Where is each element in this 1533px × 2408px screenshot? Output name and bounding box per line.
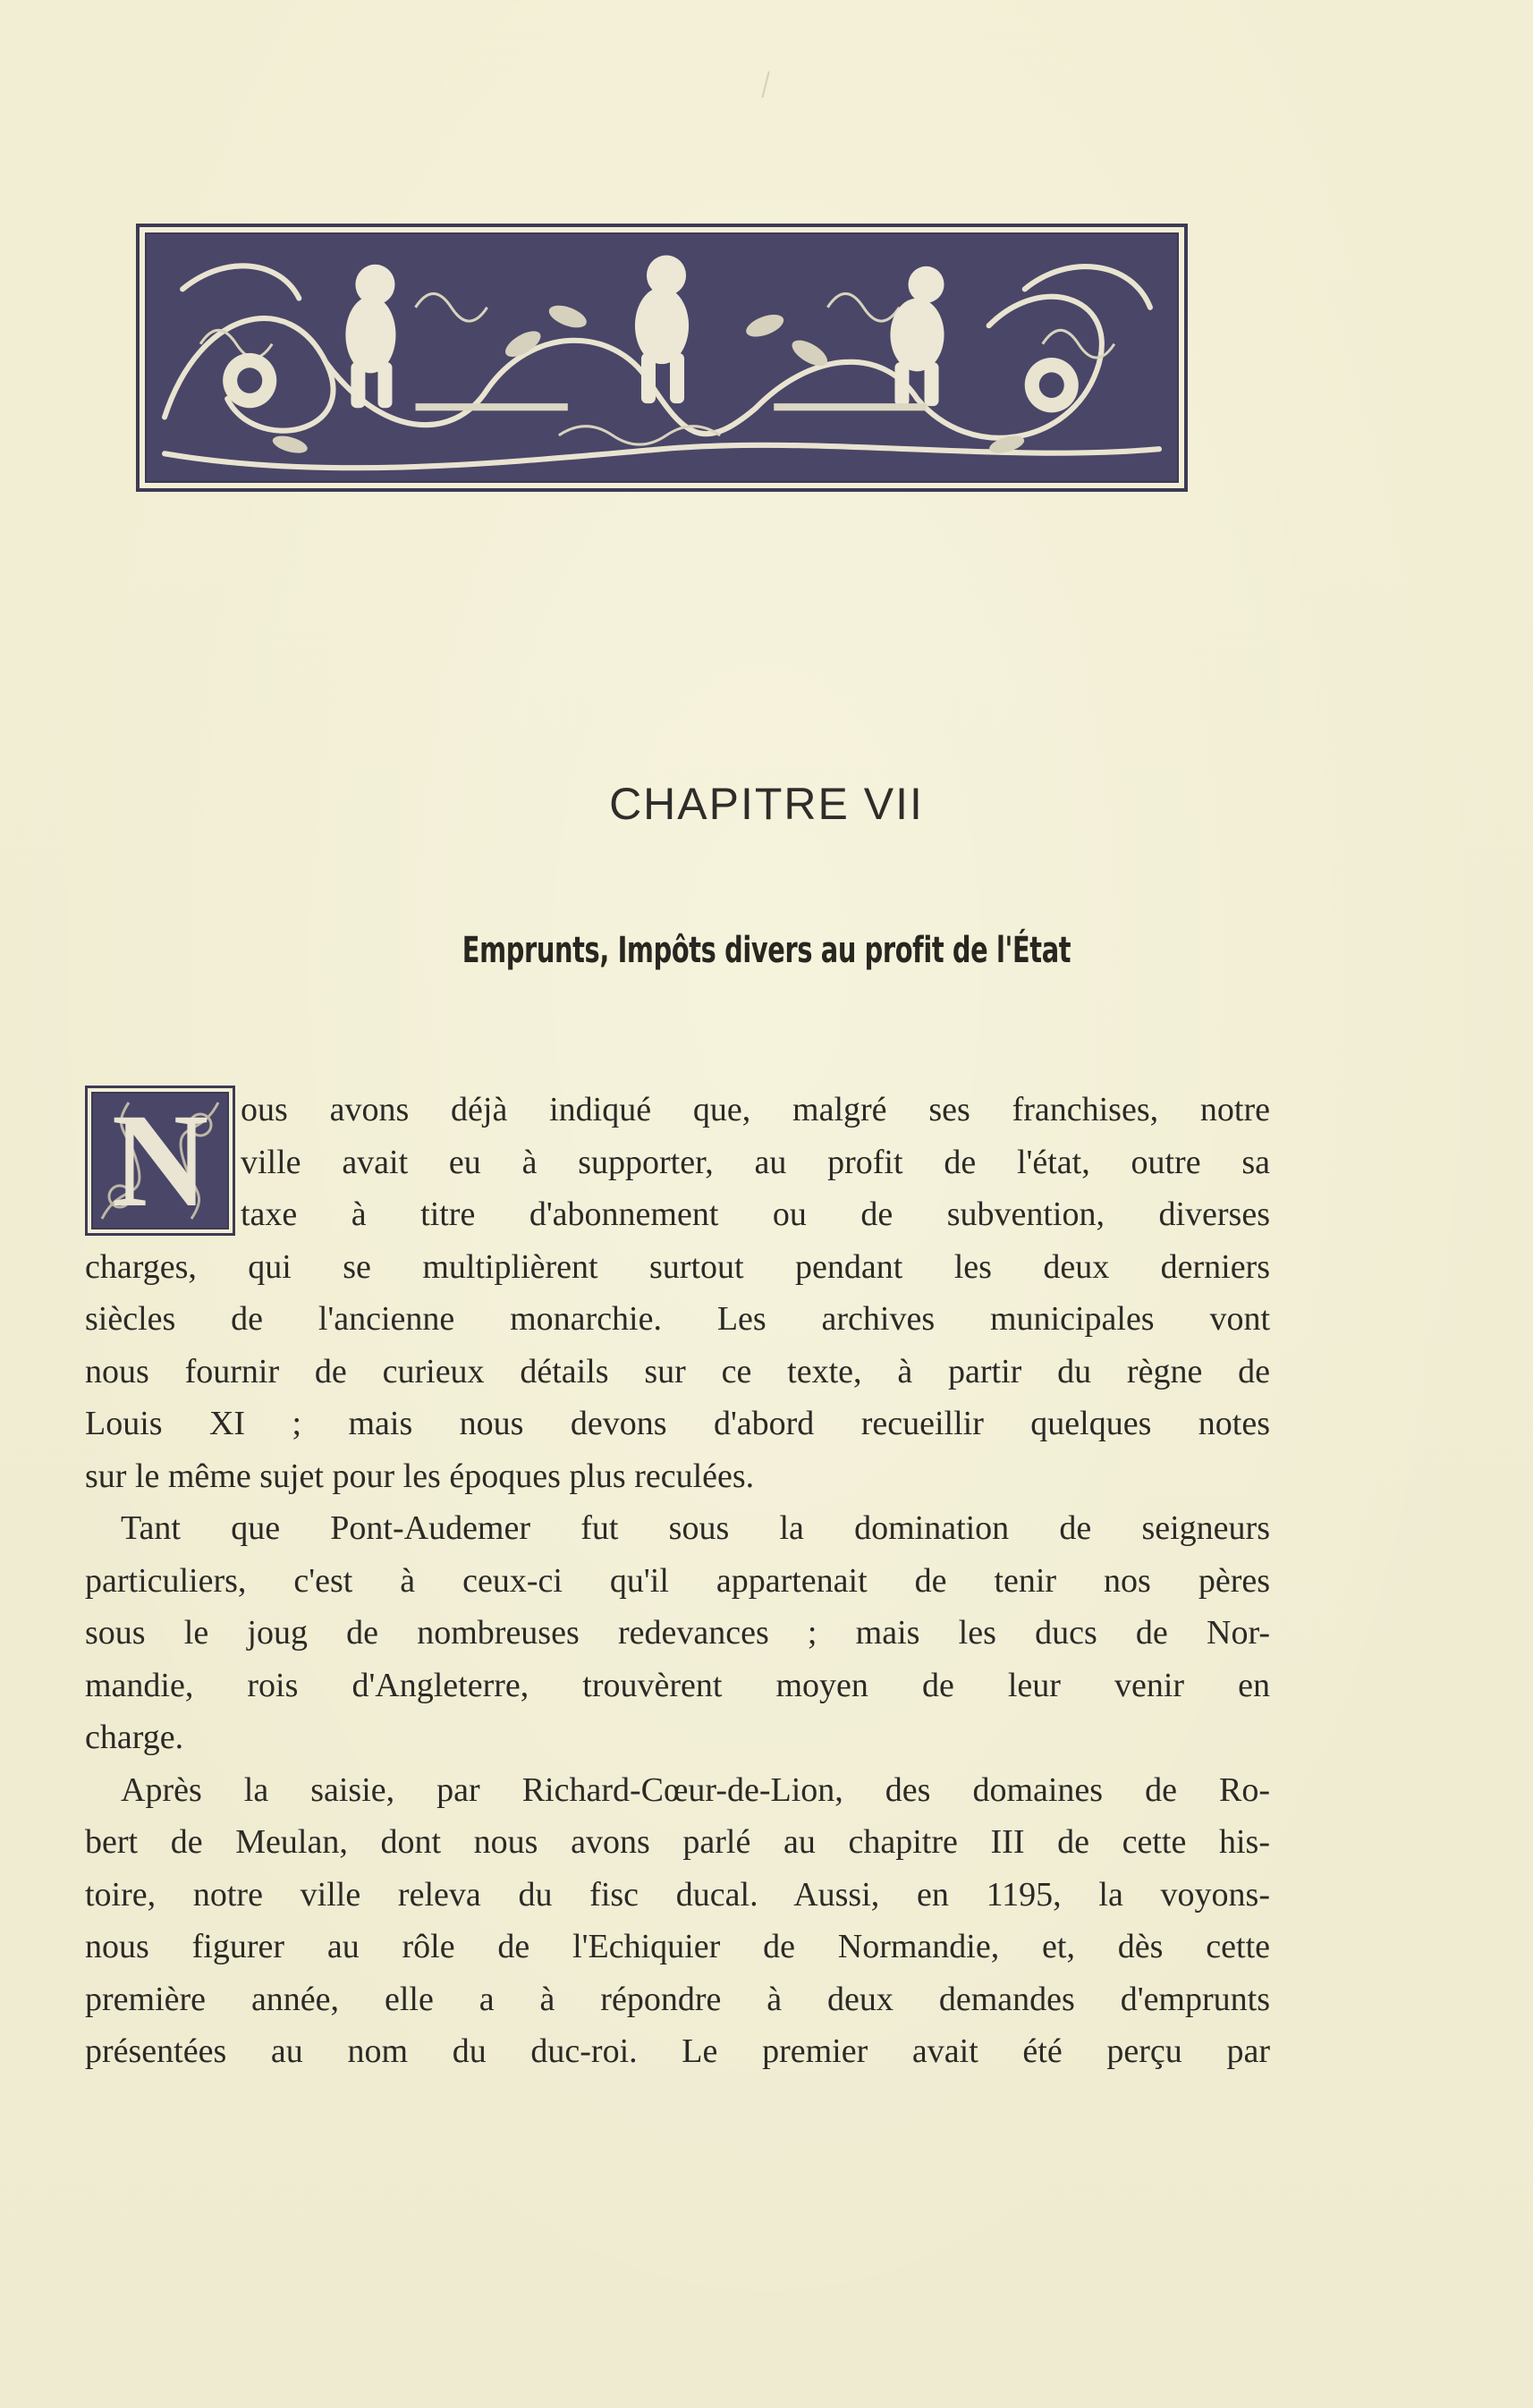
text-line: Après la saisie, par Richard-Cœur-de-Lion, des domaines de Ro-: [121, 1770, 1270, 1809]
text-line: charge.: [85, 1719, 184, 1756]
text-line: présentées au nom du duc-roi. Le premier avait été perçu par: [85, 2032, 1270, 2070]
text-line: particuliers, c'est à ceux-ci qu'il appartenait de tenir nos pères: [85, 1561, 1270, 1600]
drop-cap-frame: [91, 1092, 229, 1229]
chapter-subtitle: Emprunts, Impôts divers au profit de l'État: [462, 930, 1071, 971]
text-line: sous le joug de nombreuses redevances ; mais les ducs de Nor-: [85, 1614, 1270, 1652]
text-line: nous fournir de curieux détails sur ce texte, à partir du règne de: [85, 1352, 1270, 1390]
text-line: siècles de l'ancienne monarchie. Les archives municipales vont: [85, 1300, 1270, 1338]
chapter-title: CHAPITRE VII: [609, 779, 924, 829]
text-line: nous figurer au rôle de l'Echiquier de Normandie, et, dès cette: [85, 1928, 1270, 1965]
header-ornament: [136, 224, 1188, 492]
page-mark: [761, 72, 773, 99]
paragraph-3: [85, 1764, 1270, 2078]
text-line: taxe à titre d'abonnement ou de subvention, diverses: [241, 1196, 1270, 1233]
ornament-engraving: [145, 232, 1179, 483]
text-line: toire, notre ville releva du fisc ducal. Aussi, en 1195, la voyons-: [85, 1875, 1270, 1914]
text-line: mandie, rois d'Angleterre, trouvèrent moyen de leur venir en: [85, 1666, 1270, 1704]
body-text: [85, 1084, 1270, 2078]
text-line: charges, qui se multiplièrent surtout pendant les deux derniers: [85, 1247, 1270, 1286]
text-line: Tant que Pont-Audemer fut sous la domination de seigneurs: [121, 1509, 1270, 1547]
paragraph-1: [85, 1084, 1270, 1502]
paragraph-2: [85, 1502, 1270, 1764]
ornament-scrollwork-image: [147, 234, 1177, 481]
text-line: sur le même sujet pour les époques plus reculées.: [85, 1457, 755, 1495]
drop-cap: [85, 1086, 235, 1236]
text-line: ous avons déjà indiqué que, malgré ses franchises, notre: [241, 1091, 1270, 1128]
text-line: Louis XI ; mais nous devons d'abord recueillir quelques notes: [85, 1405, 1270, 1442]
drop-cap-letter: N: [111, 1092, 209, 1229]
text-line: première année, elle a à répondre à deux demandes d'emprunts: [85, 1980, 1270, 2018]
text-line: ville avait eu à supporter, au profit de l'état, outre sa: [241, 1143, 1270, 1181]
text-line: bert de Meulan, dont nous avons parlé au chapitre III de cette his-: [85, 1823, 1270, 1861]
